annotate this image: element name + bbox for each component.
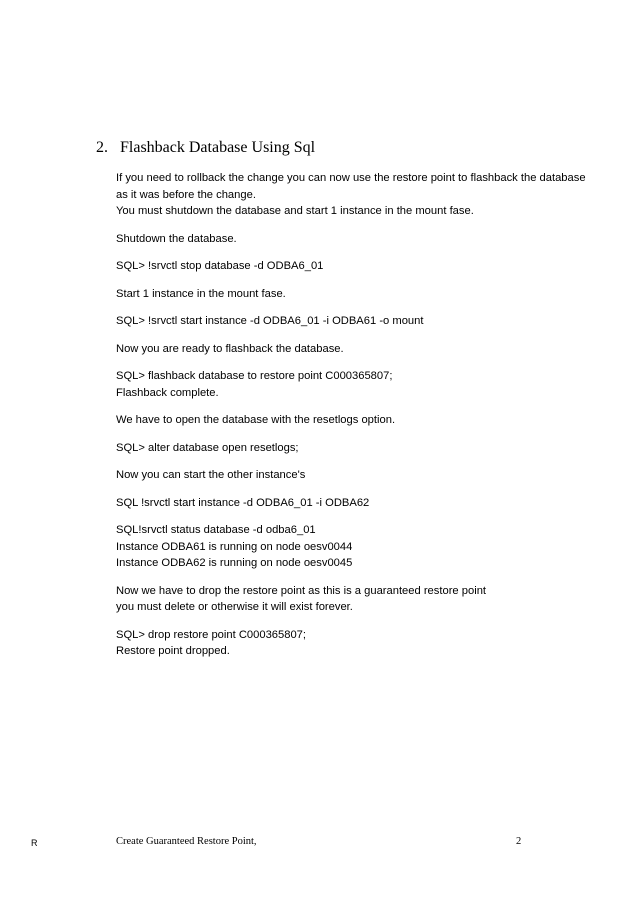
- text-line: Instance ODBA62 is running on node oesv0045: [116, 557, 353, 569]
- paragraph: [116, 440, 596, 457]
- paragraph: [116, 368, 596, 401]
- text-line: SQL> drop restore point C000365807;: [116, 628, 307, 641]
- paragraph: [116, 522, 596, 572]
- text-line: SQL!srvctl status database -d odba6_01: [116, 524, 316, 536]
- section-number: 2.: [96, 139, 108, 156]
- text-line: you must delete or otherwise it will exist forever.: [116, 601, 353, 613]
- text-line: If you need to rollback the change you can now use the restore point to flashback the database: [116, 172, 586, 184]
- section-heading: [96, 138, 315, 158]
- text-line: SQL> !srvctl start instance -d ODBA6_01 -i ODBA61 -o mount: [116, 315, 424, 327]
- page-number: 2: [516, 836, 522, 847]
- text-line: Instance ODBA61 is running on node oesv0044: [116, 540, 353, 553]
- paragraph: [116, 231, 596, 248]
- paragraph: [116, 412, 596, 429]
- paragraph: [116, 495, 596, 512]
- text-line: Now you are ready to flashback the database.: [116, 342, 344, 355]
- document-body: [116, 170, 596, 671]
- text-line: as it was before the change.: [116, 188, 256, 201]
- text-line: Flashback complete.: [116, 386, 219, 399]
- text-line: Shutdown the database.: [116, 232, 237, 245]
- paragraph: [116, 313, 596, 330]
- footer-title: Create Guaranteed Restore Point,: [116, 836, 257, 847]
- text-line: SQL !srvctl start instance -d ODBA6_01 -i ODBA62: [116, 496, 370, 509]
- paragraph: [116, 170, 596, 220]
- text-line: Now you can start the other instance's: [116, 469, 306, 481]
- text-line: SQL> flashback database to restore point C000365807;: [116, 370, 393, 382]
- text-line: Start 1 instance in the mount fase.: [116, 287, 286, 300]
- text-line: We have to open the database with the resetlogs option.: [116, 414, 396, 426]
- paragraph: [116, 467, 596, 484]
- text-line: SQL> alter database open resetlogs;: [116, 441, 299, 454]
- text-line: Now we have to drop the restore point as this is a guaranteed restore point: [116, 584, 487, 597]
- paragraph: [116, 286, 596, 303]
- paragraph: [116, 583, 596, 616]
- text-line: SQL> !srvctl stop database -d ODBA6_01: [116, 260, 324, 272]
- paragraph: [116, 627, 596, 660]
- footer-mark: R: [31, 838, 38, 848]
- paragraph: [116, 258, 596, 275]
- section-title: Flashback Database Using Sql: [120, 139, 316, 156]
- text-line: You must shutdown the database and start 1 instance in the mount fase.: [116, 205, 474, 217]
- paragraph: [116, 341, 596, 358]
- text-line: Restore point dropped.: [116, 645, 230, 657]
